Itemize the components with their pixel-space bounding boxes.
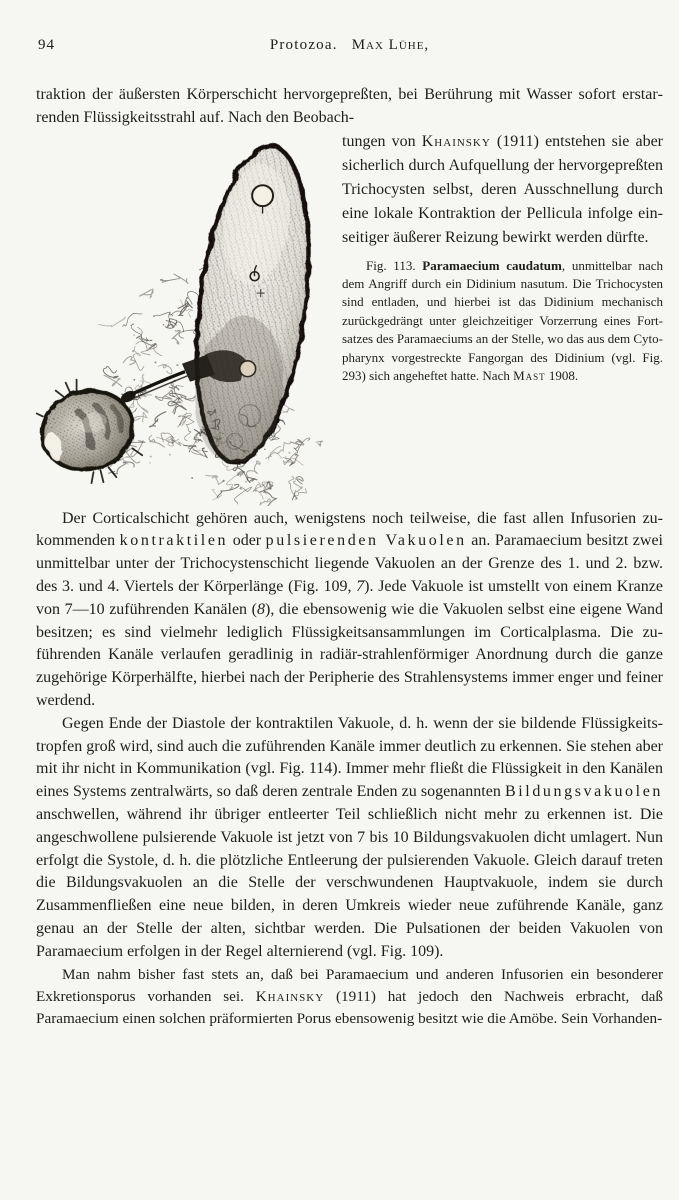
paragraph-corticalschicht: Der Corticalschicht gehören auch, wenigstens noch teilweise, die fast allen Infusorien zukommenden kontraktilen oder pulsierenden Vakuolen an. Paramaecium besitzt zwei unmittelbar unter der Trichocystenschicht liegende Vakuolen an der Grenze des 1. und 2. bzw. des 3. und 4. Viertels der Körperlänge (Fig. 109, 7). Jede Vakuole ist umstellt von einem Kranze von 7—10 zuführenden Kanälen (8), die ebensowenig wie die Vakuolen selbst eine eigene Wand besitzen; es sind vielmehr lediglich Flüssigkeitsansammlungen im Corticalplasma. Die zuführenden Kanäle verlaufen geradlinig in radiär-strahlenförmiger Anordnung durch die ganze zugehörige Körperhälfte, hierbei nach der Peripherie des Strahlensystems immer enger und feiner werdend. <box>36 509 664 709</box>
figure-row <box>36 130 663 506</box>
paragraph-diastole: Gegen Ende der Diastole der kontraktilen Vakuole, d. h. wenn der sie bildende Flüssigkeitstropfen groß wird, sind auch die zuführenden Kanäle immer deutlich zu erkennen. Sie stehen aber mit ihr nicht in Kommunikation (vgl. Fig. 114). Immer mehr fließt die Flüssigkeit in den Kanälen eines Systems zentralwärts, so daß deren zentrale Enden zu sogenannten Bildungsvakuolen anschwellen, während ihr übriger entleerter Teil schließlich nicht mehr zu erkennen ist. Die angeschwollene pulsierende Vakuole ist jetzt von 7 bis 10 Bildungsvakuolen dicht umlagert. Nun erfolgt die Systole, d. h. die plötzliche Entleerung der pulsierenden Vakuole. Gleich darauf treten die Bildungsvakuolen an die Stelle der verschwundenen Hauptvakuole, indem sie durch Zusammenfließen eine neue bilden, in deren Umkreis wieder neue zuführende Kanäle, ganz genau an der Stelle der alten, sichtbar werden. Die Pulsationen der beiden Vakuolen von Paramaecium erfolgen in der Regel alternierend (vgl. Fig. 109). <box>36 714 663 960</box>
page-body <box>36 84 663 1030</box>
figure-caption: Fig. 113. Paramaecium caudatum, unmittelbar nach dem Angriff durch ein Didinium nasutum. Die Trichocysten sind entladen, und hierbei ist das Didinium mechanisch zurückgedrängt unter gleichzeitiger Vorzerrung eines Fortsatzes des Paramaeciums an der Stelle, wo das aus dem Cytopharynx vorgestreckte Fangorgan des Didinium (vgl. Fig. 293) sich angeheftet hatte. Nach Mast 1908. <box>342 257 664 384</box>
page-number: 94 <box>38 37 55 53</box>
figure-side-column <box>342 130 663 386</box>
paramaecium-body <box>181 139 325 469</box>
figure-113-illustration <box>36 130 336 506</box>
running-title-text: Protozoa. <box>269 37 338 53</box>
paragraph-intro: traktion der äußersten Körperschicht hervorgepreßten, bei Berührung mit Wasser sofort erstarrenden Flüssigkeitsstrahl auf. Nach den Beobach- <box>36 86 663 126</box>
running-title <box>36 37 663 54</box>
running-author: Max Lühe, <box>351 37 430 53</box>
paragraph-intro-continued: tungen von Khainsky (1911) entstehen sie aber sicherlich durch Aufquellung der hervorgepreßten Trichocysten selbst, deren Ausschnellung durch eine lokale Kontraktion der Pellicula infolge einseitiger äußerer Reizung bewirkt werden dürfte. <box>342 132 663 246</box>
paramaecium-didinium-drawing <box>36 130 336 506</box>
page-header <box>36 37 663 54</box>
paragraph-exkretionsporus: Man nahm bisher fast stets an, daß bei Paramaecium und anderen Infusorien ein besonderer Exkretionsporus vorhanden sei. Khainsky (1911) hat jedoch den Nachweis erbracht, daß Paramaecium einen solchen präformierten Porus ebensowenig besitzt wie die Amöbe. Sein Vorhanden- <box>36 965 663 1027</box>
